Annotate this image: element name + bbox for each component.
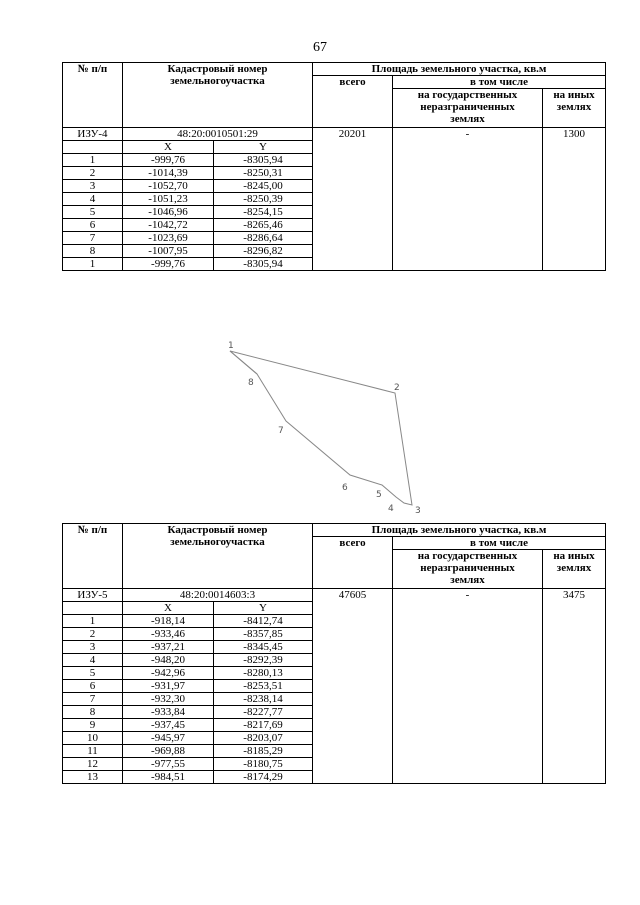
area-total: 20201: [313, 128, 393, 271]
coord-y: -8217,69: [214, 719, 313, 732]
coord-x: -937,21: [123, 641, 214, 654]
point-number: 12: [63, 758, 123, 771]
header-area: Площадь земельного участка, кв.м: [313, 63, 606, 76]
coord-y: -8286,64: [214, 232, 313, 245]
plot-outline: [230, 351, 412, 505]
coord-x: -931,97: [123, 680, 214, 693]
point-number: 10: [63, 732, 123, 745]
coord-x: -933,84: [123, 706, 214, 719]
point-number: 5: [63, 667, 123, 680]
coord-y: -8254,15: [214, 206, 313, 219]
table-body: [63, 589, 606, 784]
point-number: 4: [63, 654, 123, 667]
area-other-lands: 3475: [543, 589, 606, 784]
coord-x: -948,20: [123, 654, 214, 667]
point-number: 6: [63, 219, 123, 232]
header-including: в том числе: [393, 537, 606, 550]
cadastral-number: 48:20:0010501:29: [123, 128, 313, 141]
coord-y: -8180,75: [214, 758, 313, 771]
point-number: 1: [63, 258, 123, 271]
coord-header-blank: [63, 602, 123, 615]
coord-x: -1042,72: [123, 219, 214, 232]
area-other-lands: 1300: [543, 128, 606, 271]
point-number: 11: [63, 745, 123, 758]
coord-y: -8250,31: [214, 167, 313, 180]
plot-id: ИЗУ-5: [63, 589, 123, 602]
header-num: № п/п: [63, 524, 123, 589]
coord-header-x: X: [123, 602, 214, 615]
header-state-lands: на государственных неразграниченных землях: [393, 89, 543, 128]
point-number: 4: [63, 193, 123, 206]
coord-x: -999,76: [123, 258, 214, 271]
sketch-label: 3: [415, 506, 421, 516]
sketch-label: 5: [376, 490, 382, 500]
point-number: 9: [63, 719, 123, 732]
area-total: 47605: [313, 589, 393, 784]
coord-y: -8250,39: [214, 193, 313, 206]
coord-y: -8227,77: [214, 706, 313, 719]
coord-x: -932,30: [123, 693, 214, 706]
coord-header-y: Y: [214, 141, 313, 154]
point-number: 5: [63, 206, 123, 219]
coord-y: -8253,51: [214, 680, 313, 693]
coord-x: -918,14: [123, 615, 214, 628]
area-state-lands: -: [393, 128, 543, 271]
coord-y: -8296,82: [214, 245, 313, 258]
point-number: 13: [63, 771, 123, 784]
plot-table-izu-5: [62, 523, 606, 784]
point-number: 1: [63, 154, 123, 167]
coord-header-x: X: [123, 141, 214, 154]
sketch-label: 8: [248, 378, 254, 388]
coord-y: -8238,14: [214, 693, 313, 706]
coord-x: -945,97: [123, 732, 214, 745]
header-other-lands: на иных землях: [543, 550, 606, 589]
header-state-lands: на государственных неразграниченных землях: [393, 550, 543, 589]
header-cadastral: Кадастровый номер земельногоучастка: [123, 63, 313, 128]
point-number: 3: [63, 180, 123, 193]
coord-x: -977,55: [123, 758, 214, 771]
coord-x: -1051,23: [123, 193, 214, 206]
table-body: [63, 128, 606, 271]
coord-x: -969,88: [123, 745, 214, 758]
point-number: 7: [63, 232, 123, 245]
header-including: в том числе: [393, 76, 606, 89]
table-header: [63, 524, 606, 589]
header-cadastral: Кадастровый номер земельногоучастка: [123, 524, 313, 589]
coord-y: -8185,29: [214, 745, 313, 758]
point-number: 3: [63, 641, 123, 654]
sketch-label: 6: [342, 483, 348, 493]
coord-x: -1007,95: [123, 245, 214, 258]
point-number: 8: [63, 245, 123, 258]
coord-x: -1046,96: [123, 206, 214, 219]
page-number: 67: [313, 40, 327, 55]
coord-y: -8345,45: [214, 641, 313, 654]
plot-id: ИЗУ-4: [63, 128, 123, 141]
coord-y: -8280,13: [214, 667, 313, 680]
table-header: [63, 63, 606, 128]
point-number: 8: [63, 706, 123, 719]
coord-x: -933,46: [123, 628, 214, 641]
coord-x: -984,51: [123, 771, 214, 784]
coord-x: -1023,69: [123, 232, 214, 245]
header-num: № п/п: [63, 63, 123, 128]
plot-sketch: [215, 335, 430, 525]
coord-header-y: Y: [214, 602, 313, 615]
coord-x: -1014,39: [123, 167, 214, 180]
sketch-label: 7: [278, 426, 284, 436]
area-state-lands: -: [393, 589, 543, 784]
coord-y: -8305,94: [214, 258, 313, 271]
point-number: 7: [63, 693, 123, 706]
header-area: Площадь земельного участка, кв.м: [313, 524, 606, 537]
point-number: 2: [63, 628, 123, 641]
point-number: 2: [63, 167, 123, 180]
header-total: всего: [313, 537, 393, 589]
coord-header-blank: [63, 141, 123, 154]
coord-x: -1052,70: [123, 180, 214, 193]
sketch-label: 1: [228, 341, 234, 351]
sketch-label: 2: [394, 383, 400, 393]
point-number: 1: [63, 615, 123, 628]
header-total: всего: [313, 76, 393, 128]
coord-y: -8292,39: [214, 654, 313, 667]
header-other-lands: на иных землях: [543, 89, 606, 128]
coord-x: -999,76: [123, 154, 214, 167]
coord-y: -8203,07: [214, 732, 313, 745]
sketch-label: 4: [388, 504, 394, 514]
coord-y: -8245,00: [214, 180, 313, 193]
coord-y: -8412,74: [214, 615, 313, 628]
plot-id-row: [63, 589, 606, 602]
point-number: 6: [63, 680, 123, 693]
coord-y: -8265,46: [214, 219, 313, 232]
cadastral-number: 48:20:0014603:3: [123, 589, 313, 602]
plot-id-row: [63, 128, 606, 141]
coord-y: -8357,85: [214, 628, 313, 641]
plot-table-izu-4: [62, 62, 606, 271]
coord-y: -8174,29: [214, 771, 313, 784]
coord-x: -942,96: [123, 667, 214, 680]
coord-x: -937,45: [123, 719, 214, 732]
coord-y: -8305,94: [214, 154, 313, 167]
